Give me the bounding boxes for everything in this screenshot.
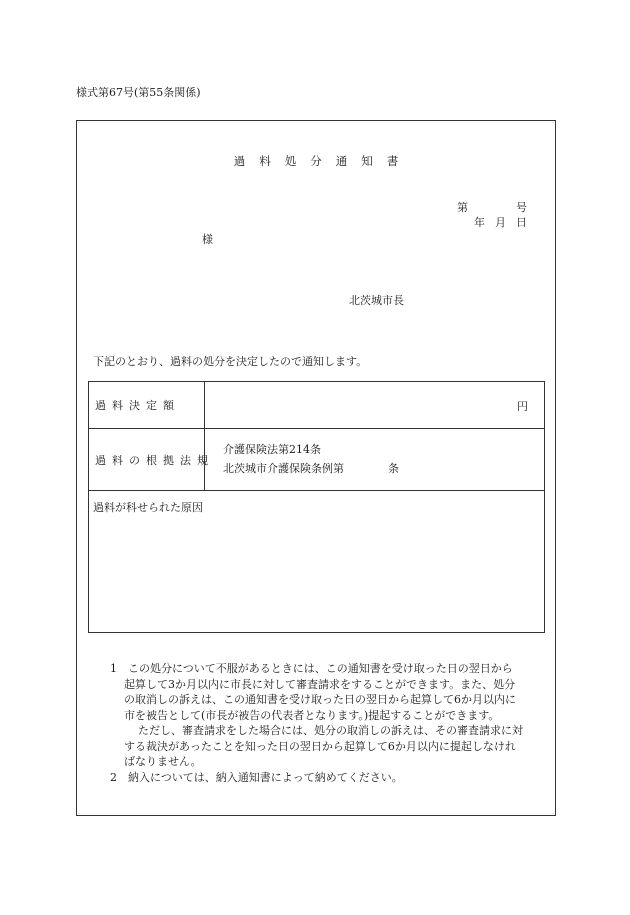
doc-number-suffix: 号 xyxy=(516,201,527,214)
title-char: 書 xyxy=(386,154,399,168)
law-reference-1: 介護保険法第214条 xyxy=(223,443,321,456)
document-date xyxy=(474,214,527,230)
penalty-table xyxy=(88,381,545,633)
legal-basis-label: 過 料 の 根 拠 法 規 xyxy=(95,453,208,467)
date-day: 日 xyxy=(516,216,527,229)
title-char: 知 xyxy=(361,154,373,168)
legal-basis-row xyxy=(89,429,544,491)
penalty-amount-row xyxy=(89,382,544,429)
title-char: 処 xyxy=(284,154,297,168)
legal-basis-label-cell xyxy=(89,429,208,490)
law-reference-2: 北茨城市介護保険条例第 条 xyxy=(223,462,399,475)
note-line: 2 納入については、納入通知書によって納めてください。 xyxy=(110,770,403,784)
title-char: 通 xyxy=(335,154,348,168)
penalty-reason-label: 過料が科せられた原因 xyxy=(93,501,203,514)
note-line: ばなりません。 xyxy=(124,755,202,768)
note-line: ただし、審査請求をした場合には、処分の取消しの訴えは、その審査請求に対 xyxy=(138,724,523,737)
addressee-honorific: 様 xyxy=(202,233,213,246)
doc-number-prefix: 第 xyxy=(457,201,468,214)
form-number-label: 様式第67号(第55条関係) xyxy=(76,86,201,99)
notes-section xyxy=(110,661,550,785)
document-number xyxy=(457,199,527,215)
document-title xyxy=(77,153,555,169)
note-line: 市を被告として(市長が被告の代表者となります。)提起することができます。 xyxy=(124,708,500,722)
penalty-reason-row xyxy=(89,491,544,633)
notice-frame xyxy=(76,120,556,816)
note-line: 1 この処分について不服があるときには、この通知書を受け取った日の翌日から xyxy=(110,662,513,675)
yen-unit: 円 xyxy=(517,400,528,413)
note-line: の取消しの訴えは、この通知書を受け取った日の翌日から起算して6か月以内に xyxy=(124,693,516,706)
title-char: 分 xyxy=(310,154,322,168)
date-month: 月 xyxy=(495,216,506,229)
title-char: 料 xyxy=(259,154,271,168)
penalty-amount-label: 過 料 決 定 額 xyxy=(95,399,174,412)
note-line: 起算して3か月以内に市長に対して審査請求をすることができます。また、処分 xyxy=(124,677,516,691)
issuer-name: 北茨城市長 xyxy=(349,294,404,307)
penalty-amount-label-cell xyxy=(89,382,205,428)
note-line: する裁決があったことを知った日の翌日から起算して6か月以内に提起しなけれ xyxy=(124,739,516,753)
intro-text: 下記のとおり、過料の処分を決定したので通知します。 xyxy=(93,355,368,368)
date-year: 年 xyxy=(474,216,485,229)
title-char: 過 xyxy=(233,154,246,168)
